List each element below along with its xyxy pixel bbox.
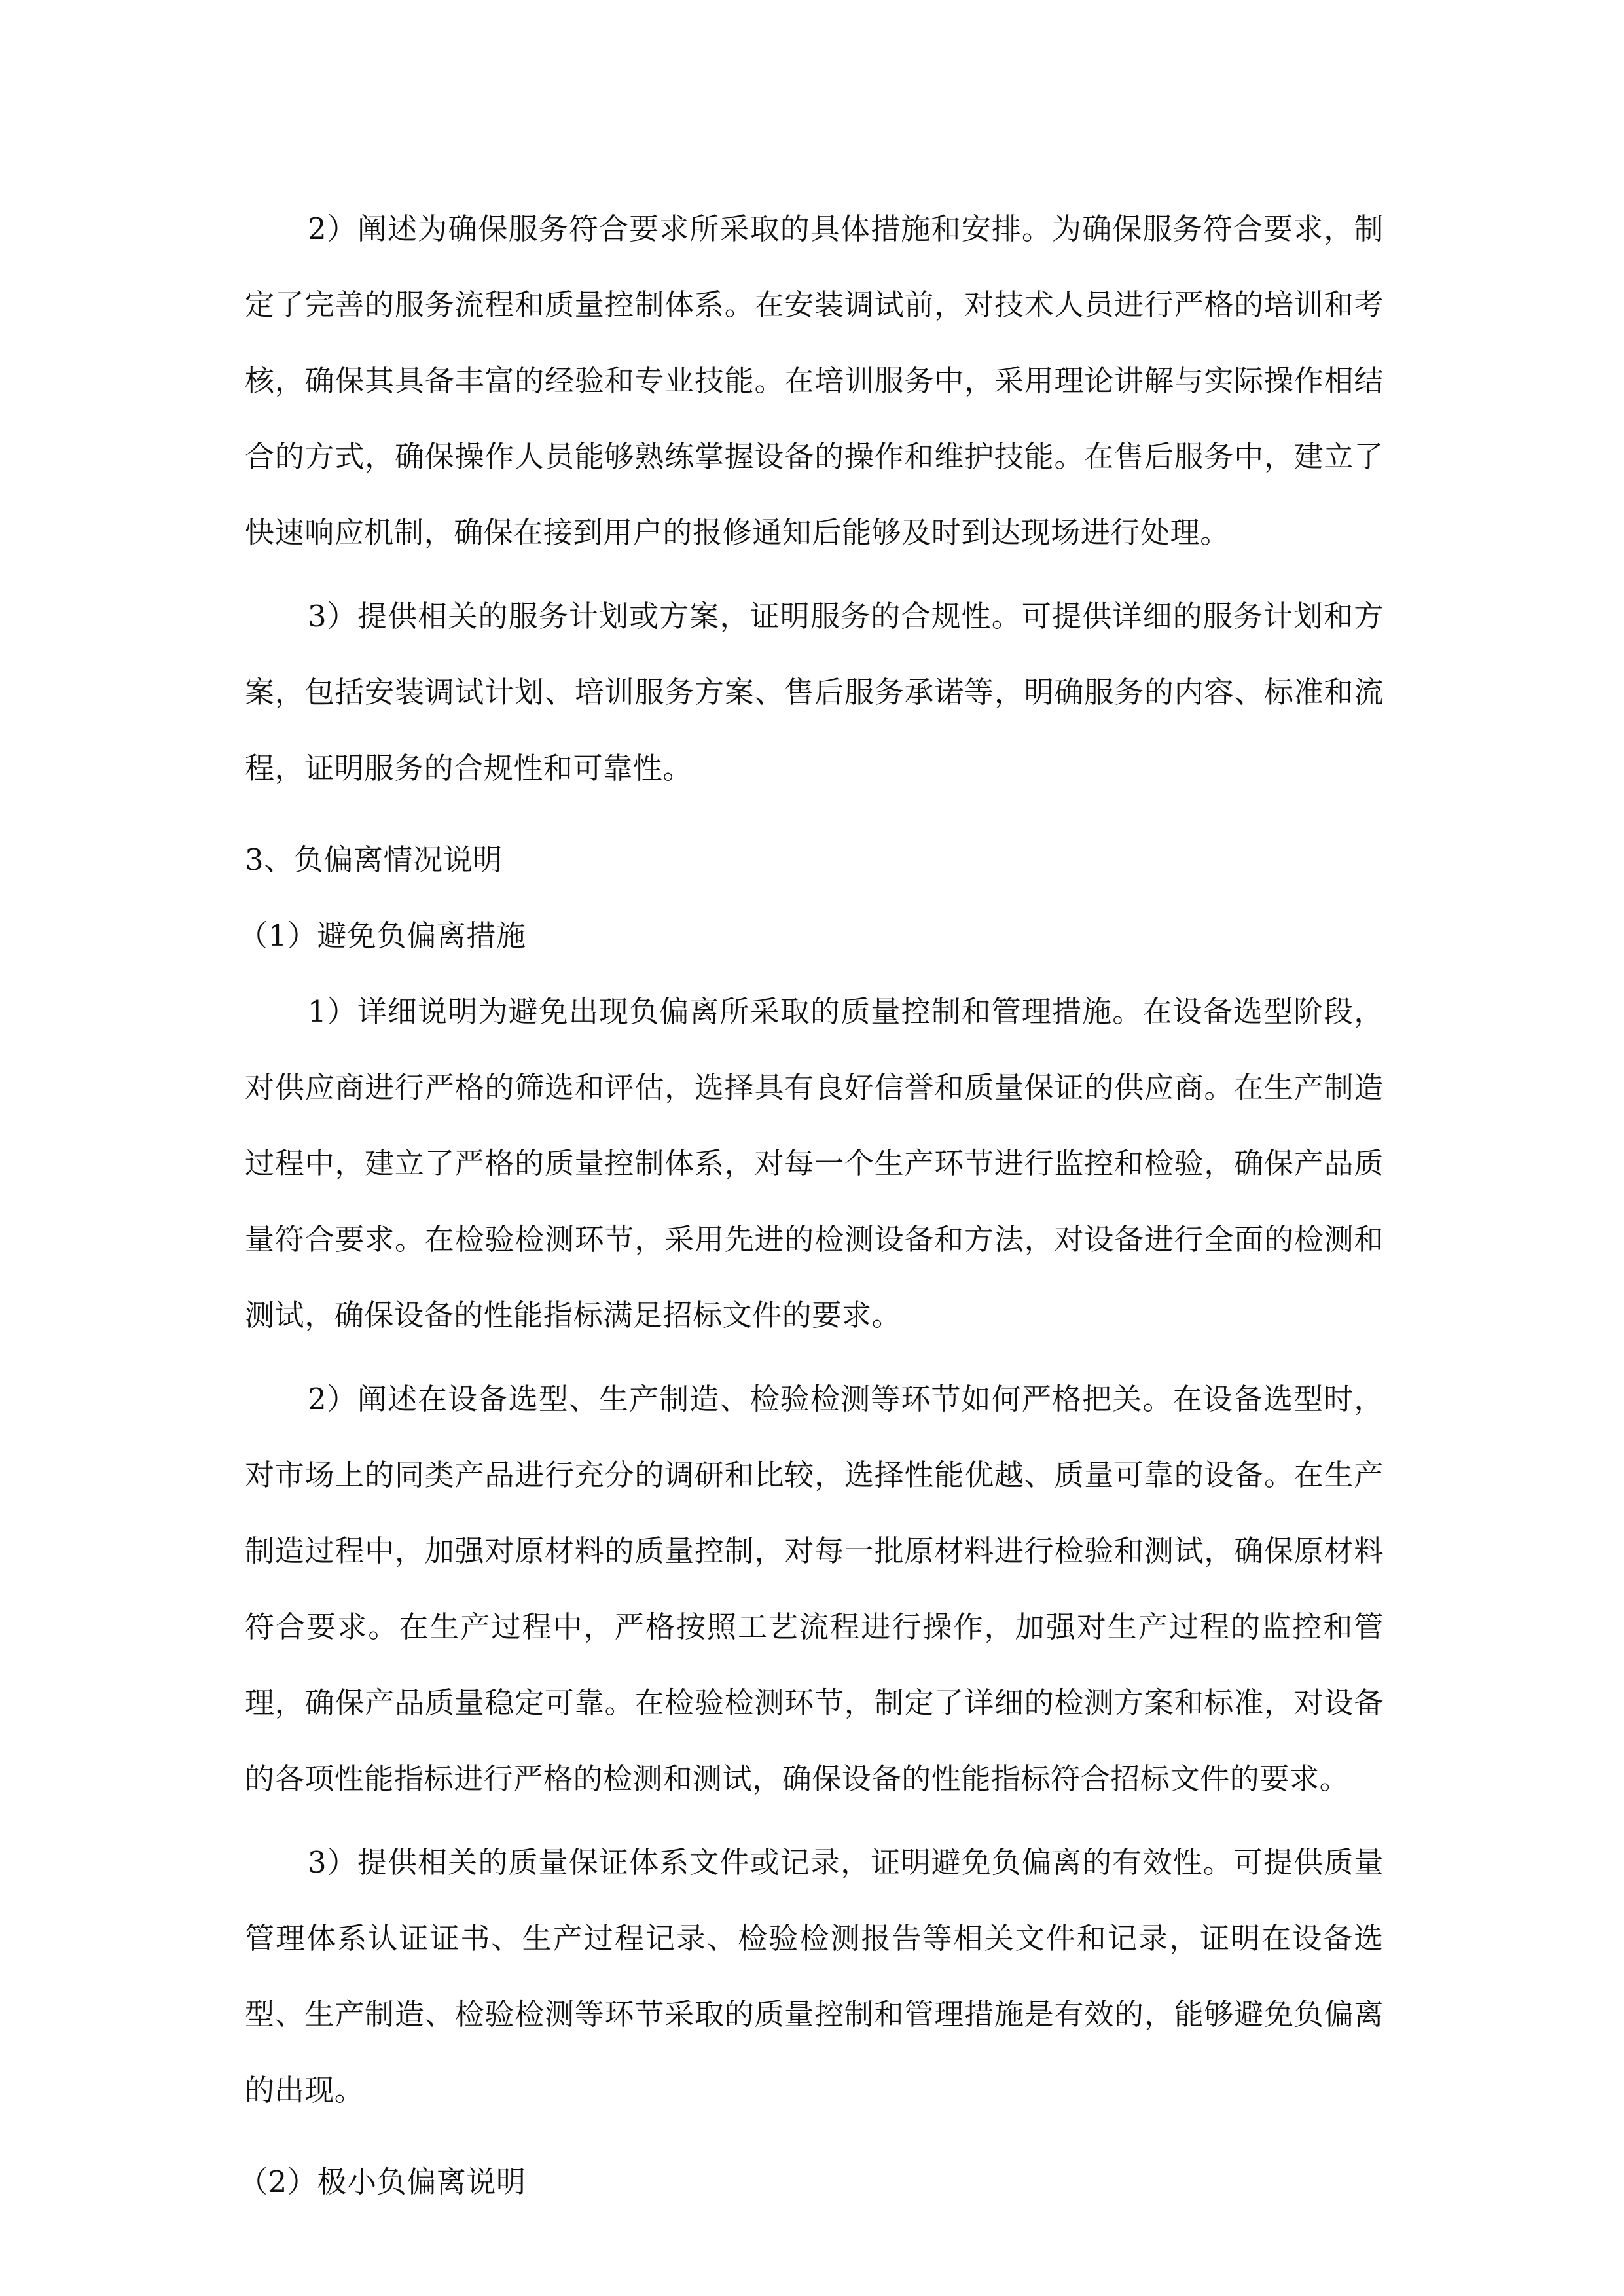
- subsection-heading-minor-deviation: （2）极小负偏离说明: [238, 2164, 526, 2199]
- section-heading-negative-deviation: 3、负偏离情况说明: [245, 842, 503, 877]
- subsection-heading-avoid-deviation: （1）避免负偏离措施: [238, 918, 526, 953]
- paragraph-quality-documents: 3）提供相关的质量保证体系文件或记录，证明避免负偏离的有效性。可提供质量管理体系认证证书、生产过程记录、检验检测报告等相关文件和记录，证明在设备选型、生产制造、检验检测等环节采取的质量控制和管理措施是有效的，能够避免负偏离的出现。: [245, 1845, 1384, 2108]
- paragraph-service-measures: 2）阐述为确保服务符合要求所采取的具体措施和安排。为确保服务符合要求，制定了完善的服务流程和质量控制体系。在安装调试前，对技术人员进行严格的培训和考核，确保其具备丰富的经验和专业技能。在培训服务中，采用理论讲解与实际操作相结合的方式，确保操作人员能够熟练掌握设备的操作和维护技能。在售后服务中，建立了快速响应机制，确保在接到用户的报修通知后能够及时到达现场进行处理。: [245, 211, 1384, 550]
- paragraph-quality-control: 1）详细说明为避免出现负偏离所采取的质量控制和管理措施。在设备选型阶段，对供应商进行严格的筛选和评估，选择具有良好信誉和质量保证的供应商。在生产制造过程中，建立了严格的质量控制体系，对每一个生产环节进行监控和检验，确保产品质量符合要求。在检验检测环节，采用先进的检测设备和方法，对设备进行全面的检测和测试，确保设备的性能指标满足招标文件的要求。: [245, 994, 1384, 1333]
- paragraph-strict-check: 2）阐述在设备选型、生产制造、检验检测等环节如何严格把关。在设备选型时，对市场上的同类产品进行充分的调研和比较，选择性能优越、质量可靠的设备。在生产制造过程中，加强对原材料的质量控制，对每一批原材料进行检验和测试，确保原材料符合要求。在生产过程中，严格按照工艺流程进行操作，加强对生产过程的监控和管理，确保产品质量稳定可靠。在检验检测环节，制定了详细的检测方案和标准，对设备的各项性能指标进行严格的检测和测试，确保设备的性能指标符合招标文件的要求。: [245, 1382, 1384, 1796]
- document-body: [238, 191, 1384, 2220]
- paragraph-service-plan: 3）提供相关的服务计划或方案，证明服务的合规性。可提供详细的服务计划和方案，包括安装调试计划、培训服务方案、售后服务承诺等，明确服务的内容、标准和流程，证明服务的合规性和可靠性。: [245, 599, 1384, 785]
